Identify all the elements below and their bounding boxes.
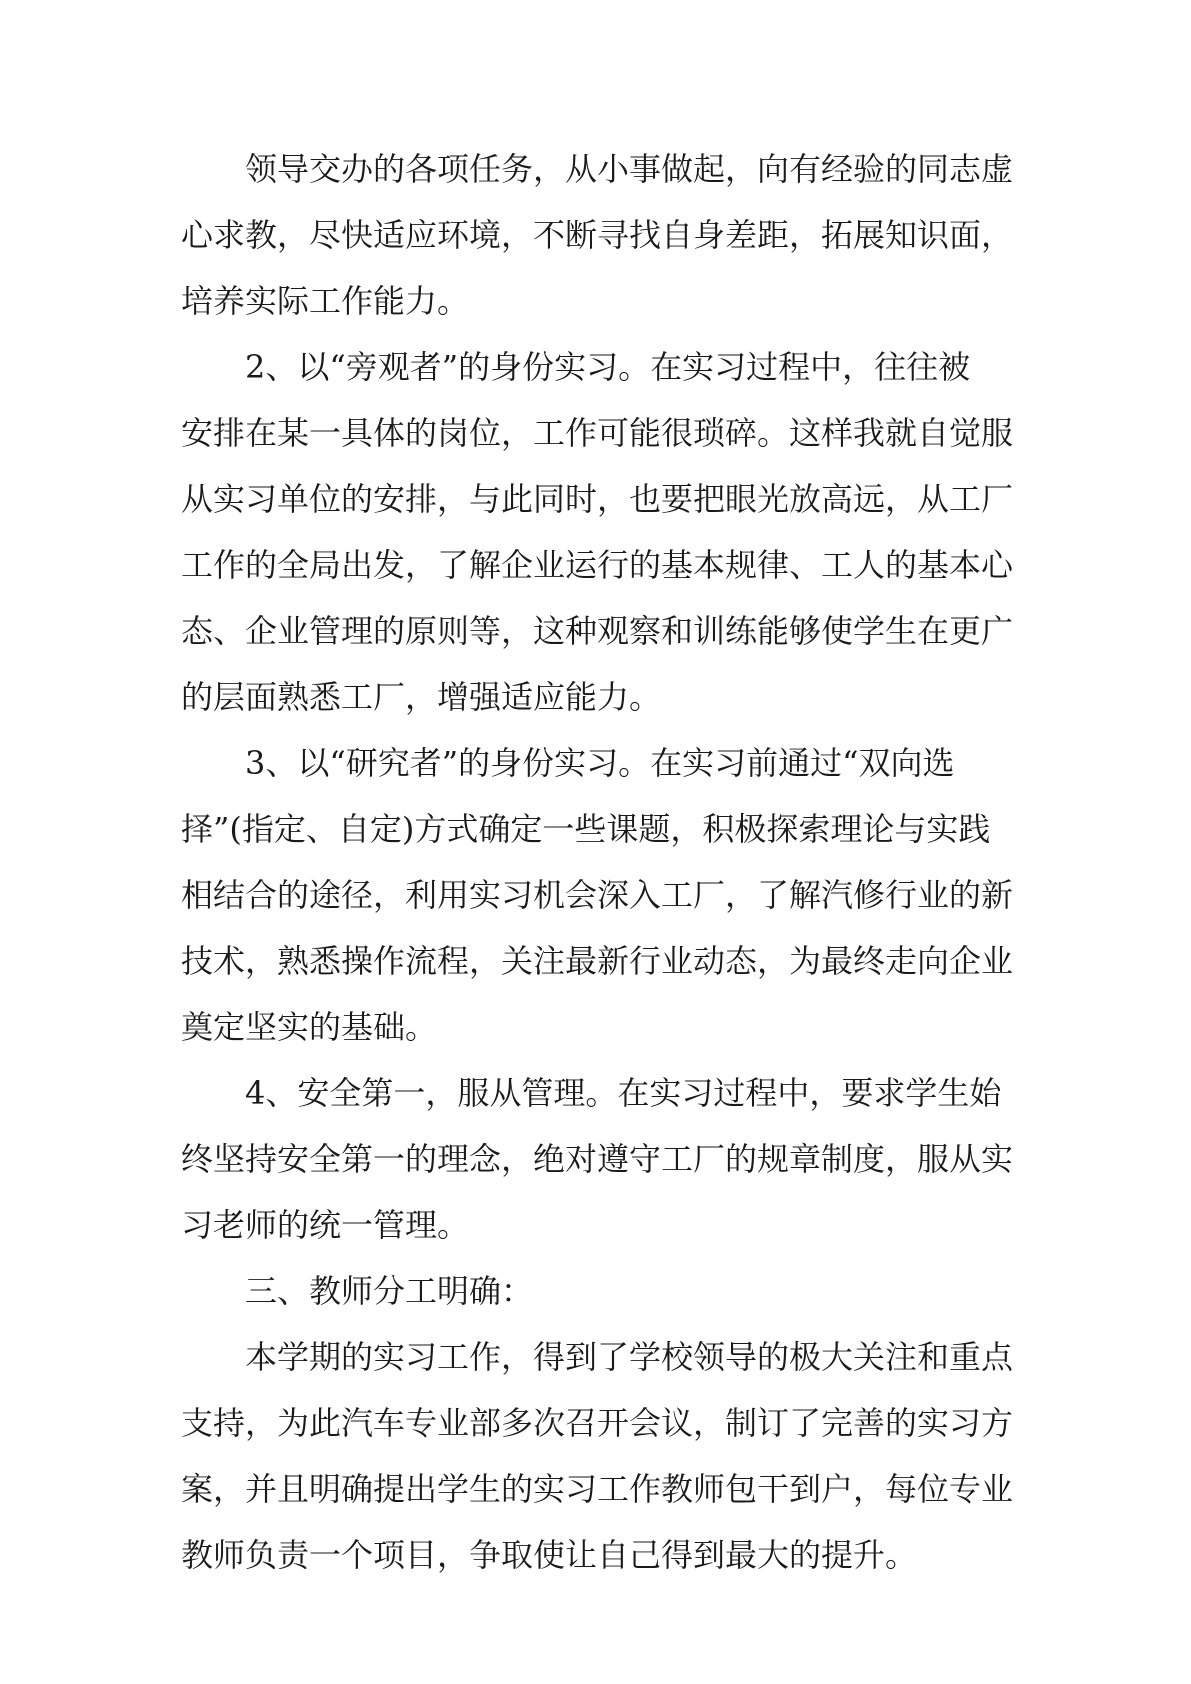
text-line: 安排在某一具体的岗位，工作可能很琐碎。这样我就自觉服 bbox=[181, 414, 1014, 452]
text-line: 领导交办的各项任务，从小事做起，向有经验的同志虚 bbox=[245, 150, 1014, 188]
text-line: 态、企业管理的原则等，这种观察和训练能够使学生在更广 bbox=[181, 612, 1014, 650]
text-line: 习老师的统一管理。 bbox=[181, 1206, 470, 1244]
paragraph-section-3-body bbox=[181, 1324, 1051, 1588]
text-line: 支持，为此汽车专业部多次召开会议，制订了完善的实习方 bbox=[181, 1404, 1014, 1442]
paragraph-item-2 bbox=[181, 334, 1051, 730]
text-line: 心求教，尽快适应环境，不断寻找自身差距，拓展知识面， bbox=[181, 216, 1014, 254]
text-line: 的层面熟悉工厂，增强适应能力。 bbox=[181, 678, 662, 716]
section-heading bbox=[181, 1258, 1051, 1324]
text-line: 2、以“旁观者”的身份实习。在实习过程中，往往被 bbox=[245, 348, 971, 386]
text-line: 教师负责一个项目，争取使让自己得到最大的提升。 bbox=[181, 1536, 918, 1574]
text-line: 4、安全第一，服从管理。在实习过程中，要求学生始 bbox=[245, 1074, 1002, 1112]
text-line: 相结合的途径，利用实习机会深入工厂，了解汽修行业的新 bbox=[181, 876, 1014, 914]
text-line: 择”(指定、自定)方式确定一些课题，积极探索理论与实践 bbox=[181, 810, 991, 848]
text-line: 工作的全局出发，了解企业运行的基本规律、工人的基本心 bbox=[181, 546, 1014, 584]
paragraph-item-3 bbox=[181, 730, 1051, 1060]
text-line: 终坚持安全第一的理念，绝对遵守工厂的规章制度，服从实 bbox=[181, 1140, 1014, 1178]
text-line: 培养实际工作能力。 bbox=[181, 282, 470, 320]
text-line: 本学期的实习工作，得到了学校领导的极大关注和重点 bbox=[245, 1338, 1014, 1376]
text-line: 技术，熟悉操作流程，关注最新行业动态，为最终走向企业 bbox=[181, 942, 1014, 980]
text-line: 3、以“研究者”的身份实习。在实习前通过“双向选 bbox=[245, 744, 955, 782]
paragraph-continuation bbox=[181, 136, 1051, 334]
paragraph-item-4 bbox=[181, 1060, 1051, 1258]
section-heading-text: 三、教师分工明确： bbox=[245, 1272, 534, 1310]
text-line: 奠定坚实的基础。 bbox=[181, 1008, 438, 1046]
text-line: 从实习单位的安排，与此同时，也要把眼光放高远，从工厂 bbox=[181, 480, 1014, 518]
document-body bbox=[181, 136, 1051, 1588]
text-line: 案，并且明确提出学生的实习工作教师包干到户，每位专业 bbox=[181, 1470, 1014, 1508]
